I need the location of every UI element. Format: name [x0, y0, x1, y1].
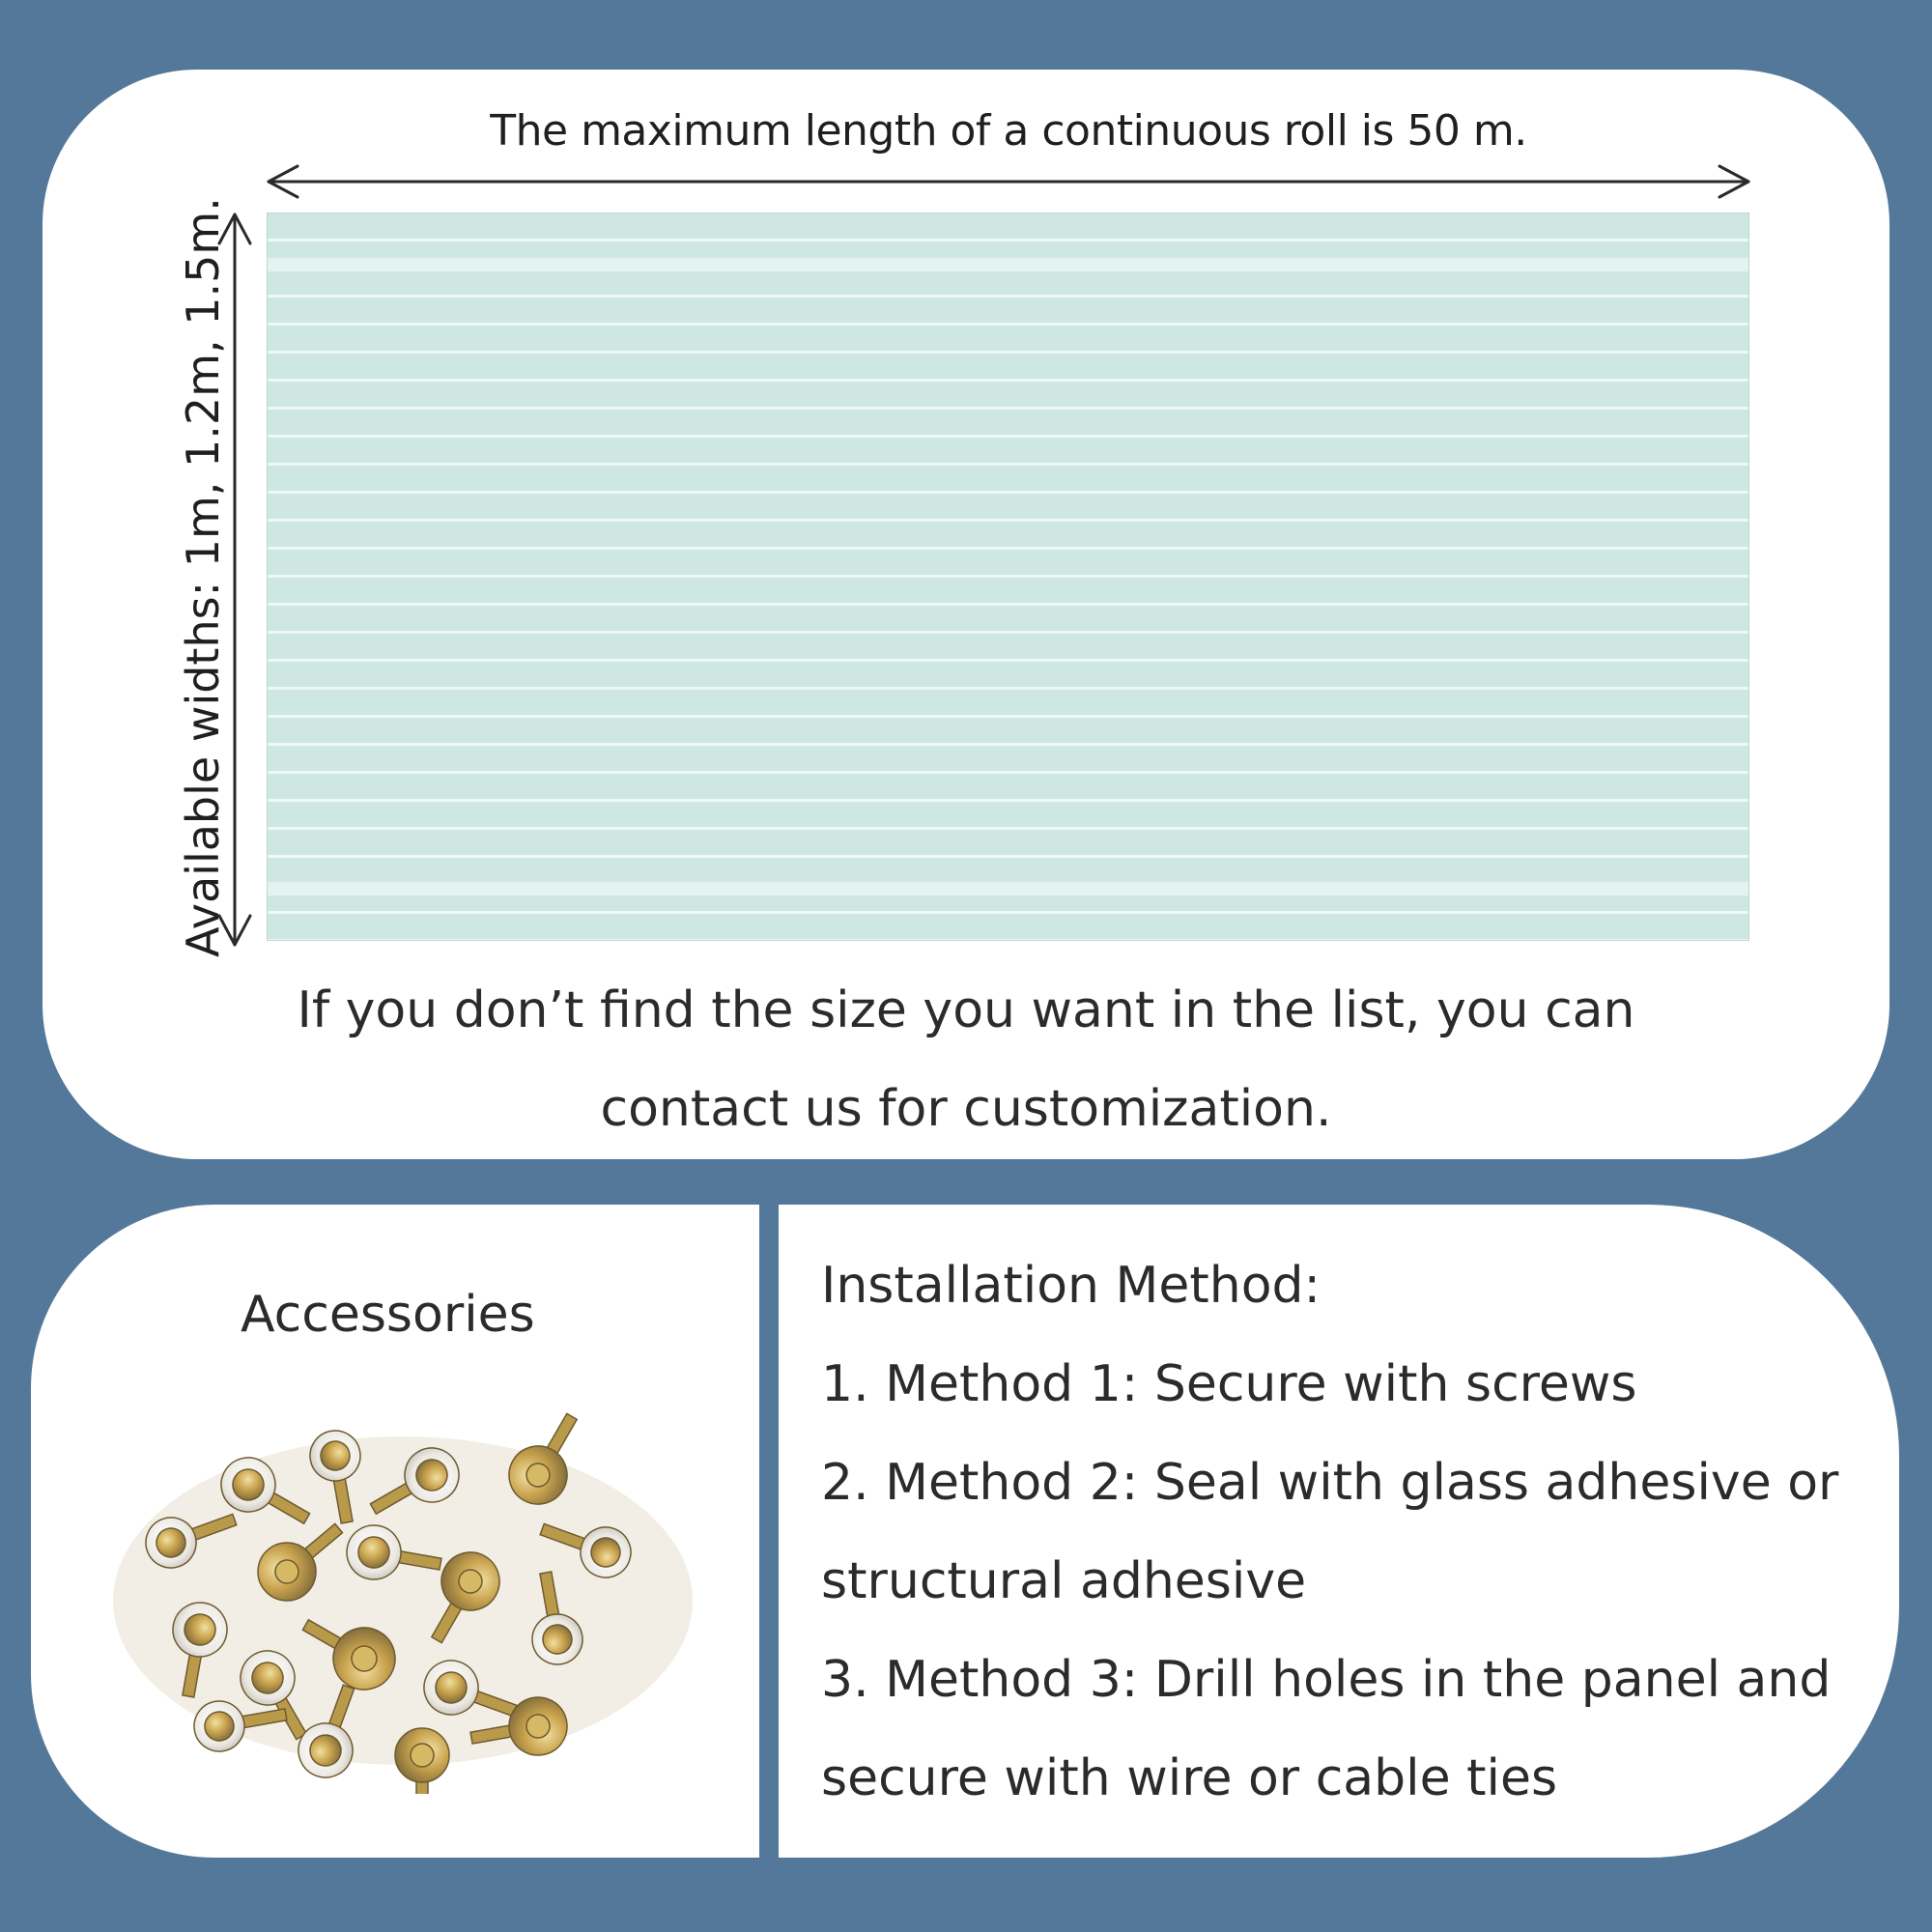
installation-section [821, 1236, 1884, 1828]
accessories-section [31, 1205, 759, 1858]
installation-title: Installation Method: [821, 1257, 1321, 1315]
accessories-title: Accessories [241, 1286, 535, 1344]
customization-note-line: If you don’t find the size you want in the list, you can [297, 981, 1635, 1039]
installation-line: 2. Method 2: Seal with glass adhesive or [821, 1454, 1839, 1512]
length-label: The maximum length of a continuous roll is 50 m. [490, 106, 1527, 156]
panel-edge-stripe [268, 882, 1748, 895]
polycarbonate-panel-image [267, 213, 1749, 941]
installation-line: 1. Method 1: Secure with screws [821, 1355, 1637, 1413]
customization-note-line: contact us for customization. [600, 1080, 1332, 1138]
panel-edge-stripe [268, 258, 1748, 271]
installation-line: 3. Method 3: Drill holes in the panel and [821, 1651, 1832, 1709]
installation-line: secure with wire or cable ties [821, 1749, 1558, 1807]
screws-with-washers-icon [84, 1369, 722, 1794]
customization-note [242, 961, 1690, 1158]
installation-line: structural adhesive [821, 1552, 1307, 1610]
width-label: Available widths: 1m, 1.2m, 1.5m. [177, 197, 229, 957]
